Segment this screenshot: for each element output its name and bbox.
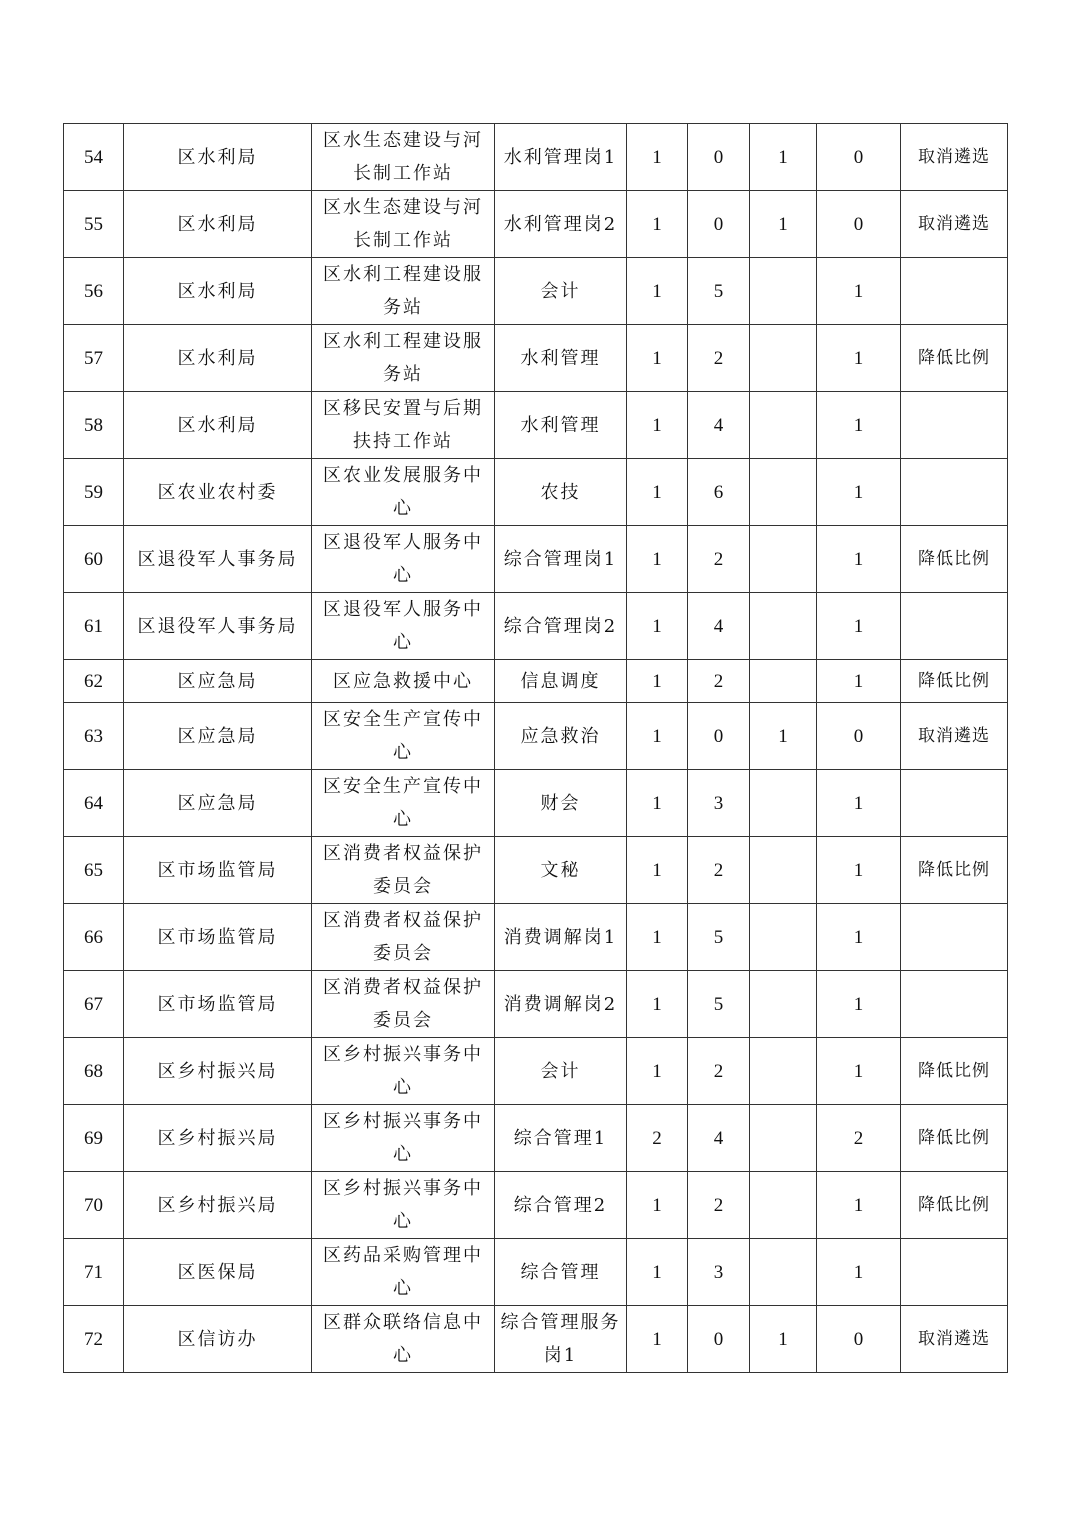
remark-cell <box>901 971 1008 1038</box>
post-cell: 消费调解岗1 <box>495 904 627 971</box>
row-number-cell: 67 <box>64 971 124 1038</box>
applicant-count-cell: 5 <box>688 258 750 325</box>
unit-cell: 区消费者权益保护委员会 <box>312 971 495 1038</box>
table-row <box>64 904 1008 971</box>
post-cell: 综合管理服务岗1 <box>495 1306 627 1373</box>
unit-cell: 区水利工程建设服务站 <box>312 325 495 392</box>
unit-cell: 区安全生产宣传中心 <box>312 770 495 837</box>
plan-count-cell: 1 <box>627 837 688 904</box>
department-cell: 区乡村振兴局 <box>124 1105 312 1172</box>
reduced-count-cell: 1 <box>750 1306 817 1373</box>
reduced-count-cell <box>750 1105 817 1172</box>
applicant-count-cell: 0 <box>688 703 750 770</box>
applicant-count-cell: 4 <box>688 1105 750 1172</box>
table-row <box>64 703 1008 770</box>
final-count-cell: 1 <box>817 459 901 526</box>
plan-count-cell: 1 <box>627 191 688 258</box>
row-number-cell: 55 <box>64 191 124 258</box>
post-cell: 文秘 <box>495 837 627 904</box>
plan-count-cell: 1 <box>627 325 688 392</box>
applicant-count-cell: 0 <box>688 124 750 191</box>
table-row <box>64 392 1008 459</box>
department-cell: 区应急局 <box>124 660 312 703</box>
applicant-count-cell: 2 <box>688 1038 750 1105</box>
applicant-count-cell: 2 <box>688 660 750 703</box>
plan-count-cell: 1 <box>627 124 688 191</box>
table-row <box>64 837 1008 904</box>
final-count-cell: 0 <box>817 703 901 770</box>
applicant-count-cell: 2 <box>688 1172 750 1239</box>
reduced-count-cell <box>750 1038 817 1105</box>
plan-count-cell: 1 <box>627 703 688 770</box>
final-count-cell: 1 <box>817 660 901 703</box>
unit-cell: 区应急救援中心 <box>312 660 495 703</box>
plan-count-cell: 1 <box>627 1038 688 1105</box>
reduced-count-cell <box>750 526 817 593</box>
reduced-count-cell: 1 <box>750 191 817 258</box>
department-cell: 区乡村振兴局 <box>124 1172 312 1239</box>
post-cell: 综合管理岗1 <box>495 526 627 593</box>
final-count-cell: 1 <box>817 1038 901 1105</box>
table-row <box>64 770 1008 837</box>
post-cell: 综合管理 <box>495 1239 627 1306</box>
final-count-cell: 1 <box>817 904 901 971</box>
plan-count-cell: 1 <box>627 770 688 837</box>
remark-cell: 取消遴选 <box>901 191 1008 258</box>
table-row <box>64 191 1008 258</box>
post-cell: 财会 <box>495 770 627 837</box>
post-cell: 水利管理岗1 <box>495 124 627 191</box>
remark-cell: 降低比例 <box>901 325 1008 392</box>
reduced-count-cell <box>750 971 817 1038</box>
final-count-cell: 1 <box>817 392 901 459</box>
applicant-count-cell: 2 <box>688 325 750 392</box>
plan-count-cell: 1 <box>627 904 688 971</box>
remark-cell <box>901 593 1008 660</box>
unit-cell: 区消费者权益保护委员会 <box>312 837 495 904</box>
remark-cell: 降低比例 <box>901 1105 1008 1172</box>
unit-cell: 区水生态建设与河长制工作站 <box>312 191 495 258</box>
plan-count-cell: 1 <box>627 971 688 1038</box>
applicant-count-cell: 5 <box>688 971 750 1038</box>
post-cell: 水利管理 <box>495 392 627 459</box>
selection-table <box>63 123 1008 1373</box>
plan-count-cell: 1 <box>627 660 688 703</box>
department-cell: 区信访办 <box>124 1306 312 1373</box>
reduced-count-cell <box>750 392 817 459</box>
post-cell: 消费调解岗2 <box>495 971 627 1038</box>
final-count-cell: 2 <box>817 1105 901 1172</box>
remark-cell: 降低比例 <box>901 660 1008 703</box>
remark-cell: 降低比例 <box>901 526 1008 593</box>
table-row <box>64 459 1008 526</box>
unit-cell: 区乡村振兴事务中心 <box>312 1105 495 1172</box>
applicant-count-cell: 3 <box>688 1239 750 1306</box>
applicant-count-cell: 0 <box>688 191 750 258</box>
department-cell: 区退役军人事务局 <box>124 593 312 660</box>
applicant-count-cell: 4 <box>688 593 750 660</box>
remark-cell: 降低比例 <box>901 837 1008 904</box>
post-cell: 水利管理岗2 <box>495 191 627 258</box>
remark-cell: 降低比例 <box>901 1038 1008 1105</box>
remark-cell <box>901 770 1008 837</box>
table-row <box>64 1239 1008 1306</box>
reduced-count-cell <box>750 904 817 971</box>
table-row <box>64 124 1008 191</box>
remark-cell <box>901 459 1008 526</box>
remark-cell <box>901 258 1008 325</box>
remark-cell: 降低比例 <box>901 1172 1008 1239</box>
unit-cell: 区农业发展服务中心 <box>312 459 495 526</box>
final-count-cell: 1 <box>817 1172 901 1239</box>
unit-cell: 区药品采购管理中心 <box>312 1239 495 1306</box>
remark-cell: 取消遴选 <box>901 1306 1008 1373</box>
department-cell: 区退役军人事务局 <box>124 526 312 593</box>
post-cell: 应急救治 <box>495 703 627 770</box>
unit-cell: 区水生态建设与河长制工作站 <box>312 124 495 191</box>
row-number-cell: 69 <box>64 1105 124 1172</box>
final-count-cell: 0 <box>817 1306 901 1373</box>
post-cell: 会计 <box>495 258 627 325</box>
row-number-cell: 59 <box>64 459 124 526</box>
post-cell: 综合管理2 <box>495 1172 627 1239</box>
row-number-cell: 66 <box>64 904 124 971</box>
row-number-cell: 58 <box>64 392 124 459</box>
row-number-cell: 56 <box>64 258 124 325</box>
applicant-count-cell: 6 <box>688 459 750 526</box>
row-number-cell: 72 <box>64 1306 124 1373</box>
plan-count-cell: 2 <box>627 1105 688 1172</box>
row-number-cell: 60 <box>64 526 124 593</box>
applicant-count-cell: 5 <box>688 904 750 971</box>
remark-cell <box>901 392 1008 459</box>
applicant-count-cell: 2 <box>688 837 750 904</box>
table-row <box>64 660 1008 703</box>
department-cell: 区乡村振兴局 <box>124 1038 312 1105</box>
unit-cell: 区乡村振兴事务中心 <box>312 1038 495 1105</box>
row-number-cell: 62 <box>64 660 124 703</box>
department-cell: 区水利局 <box>124 258 312 325</box>
table-row <box>64 1105 1008 1172</box>
reduced-count-cell <box>750 258 817 325</box>
unit-cell: 区退役军人服务中心 <box>312 526 495 593</box>
final-count-cell: 1 <box>817 1239 901 1306</box>
post-cell: 会计 <box>495 1038 627 1105</box>
post-cell: 综合管理岗2 <box>495 593 627 660</box>
department-cell: 区市场监管局 <box>124 971 312 1038</box>
row-number-cell: 54 <box>64 124 124 191</box>
table-row <box>64 1306 1008 1373</box>
final-count-cell: 1 <box>817 258 901 325</box>
department-cell: 区应急局 <box>124 703 312 770</box>
row-number-cell: 57 <box>64 325 124 392</box>
row-number-cell: 64 <box>64 770 124 837</box>
final-count-cell: 1 <box>817 593 901 660</box>
table-row <box>64 593 1008 660</box>
plan-count-cell: 1 <box>627 392 688 459</box>
final-count-cell: 1 <box>817 526 901 593</box>
department-cell: 区应急局 <box>124 770 312 837</box>
reduced-count-cell: 1 <box>750 703 817 770</box>
unit-cell: 区移民安置与后期扶持工作站 <box>312 392 495 459</box>
final-count-cell: 1 <box>817 770 901 837</box>
reduced-count-cell <box>750 325 817 392</box>
applicant-count-cell: 0 <box>688 1306 750 1373</box>
unit-cell: 区群众联络信息中心 <box>312 1306 495 1373</box>
remark-cell <box>901 904 1008 971</box>
row-number-cell: 71 <box>64 1239 124 1306</box>
post-cell: 综合管理1 <box>495 1105 627 1172</box>
final-count-cell: 0 <box>817 191 901 258</box>
plan-count-cell: 1 <box>627 258 688 325</box>
reduced-count-cell <box>750 837 817 904</box>
row-number-cell: 61 <box>64 593 124 660</box>
plan-count-cell: 1 <box>627 1306 688 1373</box>
table-row <box>64 526 1008 593</box>
final-count-cell: 0 <box>817 124 901 191</box>
plan-count-cell: 1 <box>627 459 688 526</box>
row-number-cell: 70 <box>64 1172 124 1239</box>
remark-cell <box>901 1239 1008 1306</box>
unit-cell: 区消费者权益保护委员会 <box>312 904 495 971</box>
applicant-count-cell: 3 <box>688 770 750 837</box>
department-cell: 区市场监管局 <box>124 904 312 971</box>
final-count-cell: 1 <box>817 837 901 904</box>
department-cell: 区水利局 <box>124 325 312 392</box>
table-body <box>64 124 1008 1373</box>
reduced-count-cell <box>750 1239 817 1306</box>
post-cell: 水利管理 <box>495 325 627 392</box>
department-cell: 区水利局 <box>124 392 312 459</box>
department-cell: 区农业农村委 <box>124 459 312 526</box>
final-count-cell: 1 <box>817 971 901 1038</box>
reduced-count-cell <box>750 593 817 660</box>
row-number-cell: 68 <box>64 1038 124 1105</box>
table-row <box>64 1172 1008 1239</box>
reduced-count-cell <box>750 660 817 703</box>
remark-cell: 取消遴选 <box>901 703 1008 770</box>
plan-count-cell: 1 <box>627 1172 688 1239</box>
plan-count-cell: 1 <box>627 1239 688 1306</box>
table-row <box>64 325 1008 392</box>
reduced-count-cell <box>750 459 817 526</box>
table-row <box>64 258 1008 325</box>
reduced-count-cell <box>750 1172 817 1239</box>
applicant-count-cell: 2 <box>688 526 750 593</box>
remark-cell: 取消遴选 <box>901 124 1008 191</box>
plan-count-cell: 1 <box>627 593 688 660</box>
row-number-cell: 63 <box>64 703 124 770</box>
department-cell: 区医保局 <box>124 1239 312 1306</box>
applicant-count-cell: 4 <box>688 392 750 459</box>
department-cell: 区市场监管局 <box>124 837 312 904</box>
reduced-count-cell <box>750 770 817 837</box>
table-row <box>64 1038 1008 1105</box>
unit-cell: 区退役军人服务中心 <box>312 593 495 660</box>
final-count-cell: 1 <box>817 325 901 392</box>
unit-cell: 区安全生产宣传中心 <box>312 703 495 770</box>
plan-count-cell: 1 <box>627 526 688 593</box>
post-cell: 农技 <box>495 459 627 526</box>
unit-cell: 区乡村振兴事务中心 <box>312 1172 495 1239</box>
department-cell: 区水利局 <box>124 191 312 258</box>
row-number-cell: 65 <box>64 837 124 904</box>
unit-cell: 区水利工程建设服务站 <box>312 258 495 325</box>
reduced-count-cell: 1 <box>750 124 817 191</box>
department-cell: 区水利局 <box>124 124 312 191</box>
post-cell: 信息调度 <box>495 660 627 703</box>
table-row <box>64 971 1008 1038</box>
